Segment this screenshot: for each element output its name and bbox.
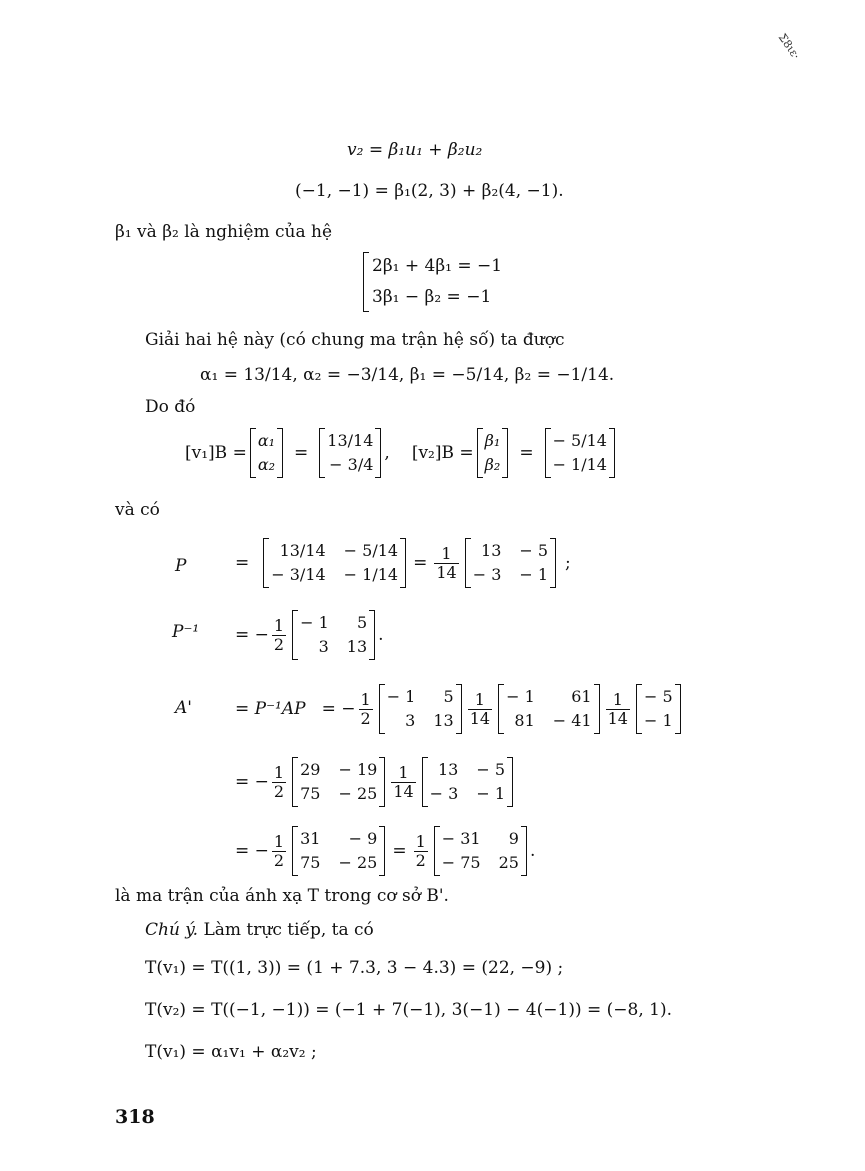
v1-coordinate-label: [v₁]B = [185,443,247,463]
fraction-1-2: $\frac{1}{2}$ [273,615,285,654]
matrix-Pinv-factor: − 1 5 3 13 [379,684,462,734]
page-number: 318 [115,1106,155,1128]
equation-v2: v₂ = β₁u₁ + β₂u₂ [347,140,483,160]
solution-values: α₁ = 13/14, α₂ = −3/14, β₁ = −5/14, β₂ = −1/14. [200,365,615,385]
system-equation-1: 2β₁ + 4β₁ = −1 [372,256,503,276]
note-line [145,920,374,940]
equals-minus: = − [235,625,269,645]
equals-sign: = [294,443,309,463]
beta-vector: β₁ β₂ [477,428,509,478]
matrix-P-equation [235,538,571,588]
equation-T-v1-combination: T(v₁) = α₁v₁ + α₂v₂ ; [145,1042,317,1062]
fraction-1-2: $\frac{1}{2}$ [273,762,285,801]
matrix-Aprime-step3 [235,826,535,876]
matrix-Pinv-equation [235,610,384,660]
coordinate-vectors [185,428,618,478]
equals-sign: = [235,553,250,573]
matrix-Aprime-equation [235,684,684,734]
equation-v2-expanded: (−1, −1) = β₁(2, 3) + β₂(4, −1). [295,181,564,201]
fraction-1-14: $\frac{1}{14}$ [469,689,491,728]
matrix-Aprime-label: A' [175,698,192,718]
equals-minus: = − [235,841,269,861]
fraction-1-14: $\frac{1}{14}$ [436,543,457,582]
matrix-product-2: 31 − 9 75 − 25 [292,826,385,876]
equals-sign: = [519,443,534,463]
semicolon: ; [565,553,571,573]
corner-mark: Σ8ιε· [775,31,803,62]
matrix-product-1: 29 − 19 75 − 25 [292,757,385,807]
period: . [529,841,536,861]
system-brace [363,252,369,312]
aprime-definition: = P⁻¹AP [235,699,306,719]
fraction-1-2: $\frac{1}{2}$ [273,831,285,870]
alpha-vector: α₁ α₂ [250,428,283,478]
equation-T-v2: T(v₂) = T((−1, −1)) = (−1 + 7(−1), 3(−1) − 4(−1)) = (−8, 1). [145,1000,672,1020]
text-beta-system-intro: β₁ và β₂ là nghiệm của hệ [115,222,333,242]
matrix-P-fraction-form: 13/14 − 5/14 − 3/14 − 1/14 [263,538,406,588]
text-and-have: và có [115,500,160,520]
matrix-P-factor-partial: − 5 − 1 [636,684,681,734]
system-equation-2: 3β₁ − β₂ = −1 [372,287,492,307]
text-matrix-of-map: là ma trận của ánh xạ T trong cơ sở B'. [115,886,449,906]
equals-sign: = [392,841,407,861]
text-solve-systems: Giải hai hệ này (có chung ma trận hệ số) ta được [145,330,565,350]
comma: , [384,443,390,463]
fraction-1-14: $\frac{1}{14}$ [393,762,414,801]
matrix-P-integer: 13 − 5 − 3 − 1 [422,757,513,807]
equals-sign: = [413,553,428,573]
note-text: Làm trực tiếp, ta có [203,920,374,940]
matrix-A-factor: − 1 61 81 − 41 [498,684,600,734]
alpha-values-vector: 13/14 − 3/4 [319,428,381,478]
matrix-Pinv: − 1 5 3 13 [292,610,375,660]
matrix-P-integer-form: 13 − 5 − 3 − 1 [465,538,556,588]
v2-coordinate-label: [v₂]B = [411,443,474,463]
equals-minus: = − [321,699,356,719]
beta-values-vector: − 5/14 − 1/14 [545,428,615,478]
matrix-Pinv-label: P⁻¹ [172,622,200,642]
matrix-P-label: P [175,556,187,576]
fraction-1-2: $\frac{1}{2}$ [415,831,426,870]
matrix-Aprime-result: − 31 9 − 75 25 [434,826,527,876]
equals-minus: = − [235,772,269,792]
period: . [378,625,384,645]
fraction-1-2: $\frac{1}{2}$ [360,689,371,728]
equation-T-v1: T(v₁) = T((1, 3)) = (1 + 7.3, 3 − 4.3) = (22, −9) ; [145,958,564,978]
fraction-1-14: $\frac{1}{14}$ [607,689,628,728]
matrix-Aprime-step2 [235,757,516,807]
note-label: Chú ý. [145,920,199,940]
text-therefore: Do đó [145,397,196,417]
